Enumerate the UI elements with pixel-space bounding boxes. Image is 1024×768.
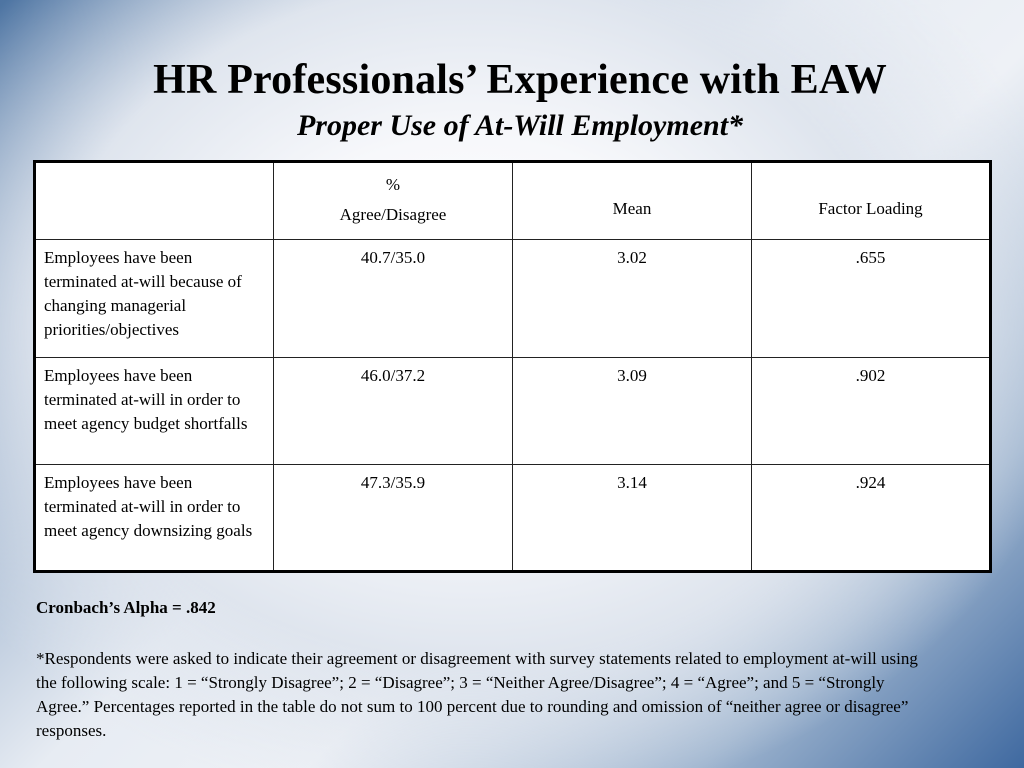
- agree-disagree-cell: 46.0/37.2: [274, 358, 513, 465]
- statement-cell: Employees have been terminated at-will in order to meet agency downsizing goals: [35, 465, 274, 572]
- header-blank-cell: [35, 162, 274, 240]
- mean-cell: 3.09: [513, 358, 752, 465]
- table-row: [35, 465, 991, 572]
- footnote: *Respondents were asked to indicate their agreement or disagreement with survey statements related to employment at-will using the following scale: 1 = “Strongly Disagree”; 2 = “Disagree”; 3 = “Neither Agree/Disagree”; 4 = “Agree”; and 5 = “Strongly Agree.” Percentages reported in the table do not sum to 100 percent due to rounding and omission of “neither agree or disagree” responses.: [36, 649, 918, 740]
- header-mean: Mean: [513, 162, 752, 240]
- header-agree-disagree: [274, 162, 513, 240]
- header-factor-loading: Factor Loading: [752, 162, 991, 240]
- table-header-row: [35, 162, 991, 240]
- results-table: [33, 160, 992, 573]
- statement-cell: Employees have been terminated at-will because of changing managerial priorities/objectives: [35, 240, 274, 358]
- slide-subtitle: Proper Use of At-Will Employment*: [296, 109, 744, 142]
- factor-loading-cell: .655: [752, 240, 991, 358]
- agree-disagree-cell: 40.7/35.0: [274, 240, 513, 358]
- slide-title: HR Professionals’ Experience with EAW: [153, 57, 887, 103]
- factor-loading-cell: .924: [752, 465, 991, 572]
- table-row: [35, 358, 991, 465]
- header-agree-disagree-label: Agree/Disagree: [339, 205, 447, 224]
- mean-cell: 3.02: [513, 240, 752, 358]
- header-percent-symbol: %: [385, 175, 401, 194]
- statement-cell: Employees have been terminated at-will in order to meet agency budget shortfalls: [35, 358, 274, 465]
- mean-cell: 3.14: [513, 465, 752, 572]
- factor-loading-cell: .902: [752, 358, 991, 465]
- cronbach-alpha: Cronbach’s Alpha = .842: [36, 598, 216, 617]
- agree-disagree-cell: 47.3/35.9: [274, 465, 513, 572]
- table-row: [35, 240, 991, 358]
